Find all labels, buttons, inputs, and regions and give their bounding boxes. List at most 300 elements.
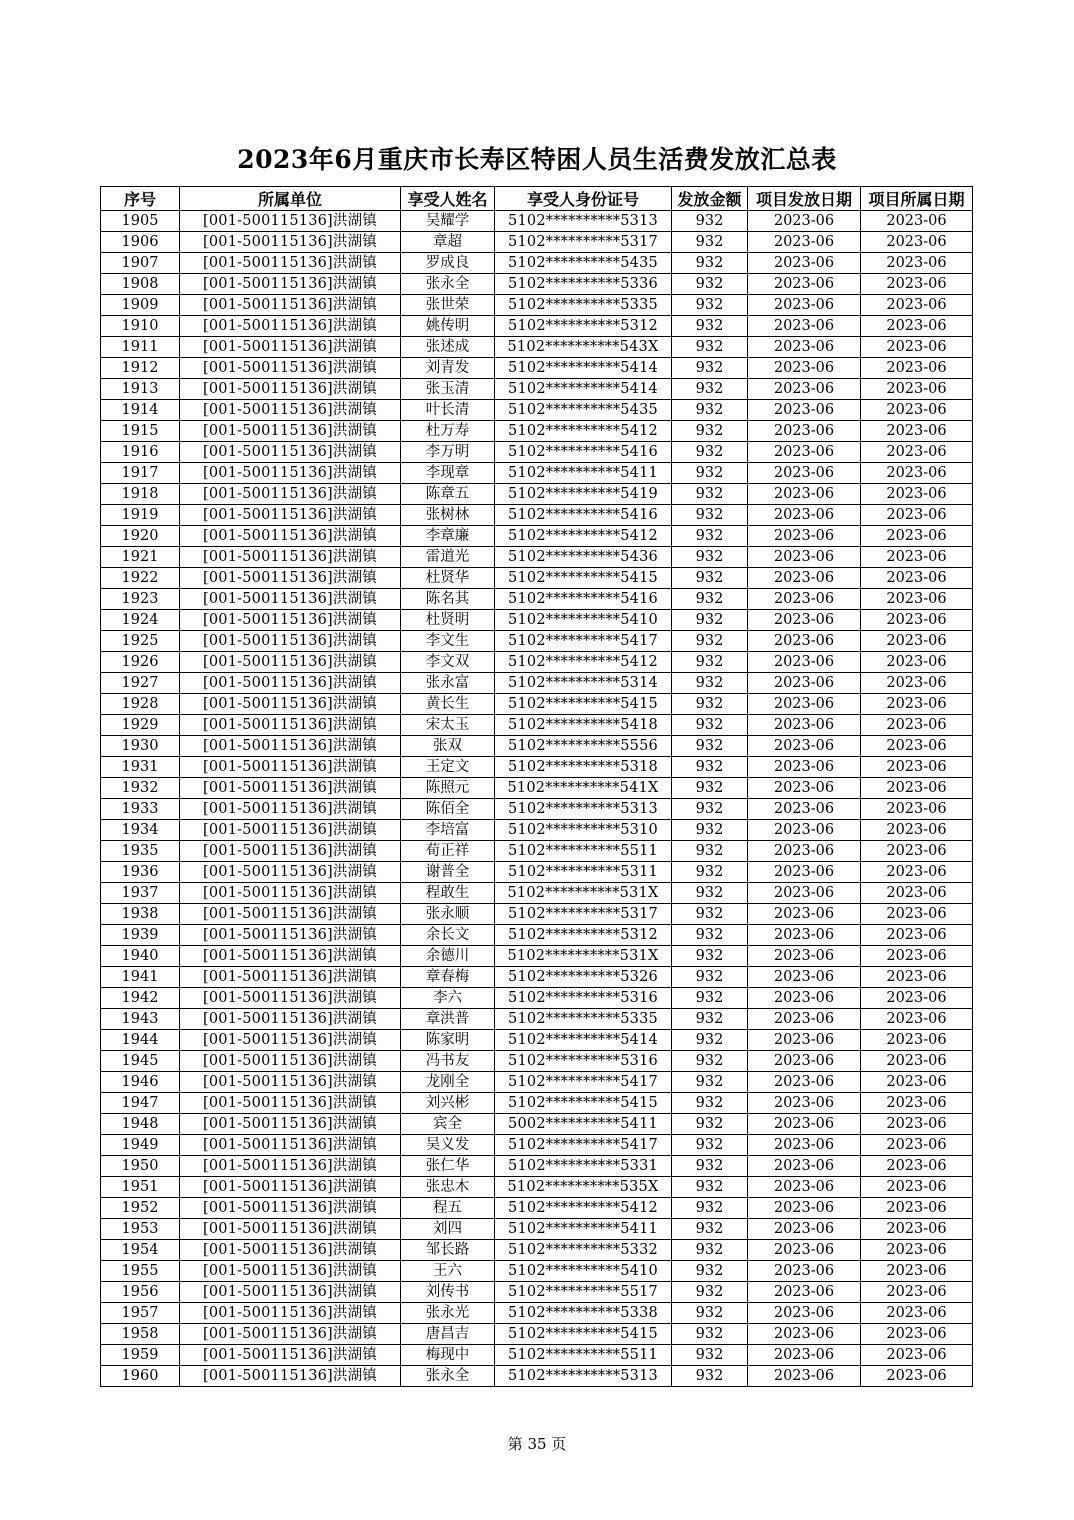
cell-period: 2023-06 xyxy=(861,1282,973,1303)
table-row xyxy=(101,316,973,337)
cell-amount: 932 xyxy=(672,883,748,904)
table-row xyxy=(101,463,973,484)
cell-period: 2023-06 xyxy=(861,799,973,820)
cell-seq: 1941 xyxy=(101,967,180,988)
table-row xyxy=(101,904,973,925)
cell-id-number: 5102**********5418 xyxy=(495,715,672,736)
cell-name: 张树林 xyxy=(401,505,495,526)
cell-period: 2023-06 xyxy=(861,232,973,253)
cell-seq: 1959 xyxy=(101,1345,180,1366)
cell-name: 刘四 xyxy=(401,1219,495,1240)
cell-issue-date: 2023-06 xyxy=(748,967,861,988)
cell-name: 吴耀学 xyxy=(401,211,495,232)
cell-name: 李文双 xyxy=(401,652,495,673)
cell-amount: 932 xyxy=(672,967,748,988)
cell-name: 叶长清 xyxy=(401,400,495,421)
cell-unit: [001-500115136]洪湖镇 xyxy=(180,1282,401,1303)
table-row xyxy=(101,505,973,526)
cell-period: 2023-06 xyxy=(861,1135,973,1156)
cell-id-number: 5102**********543X xyxy=(495,337,672,358)
cell-unit: [001-500115136]洪湖镇 xyxy=(180,988,401,1009)
cell-name: 张忠木 xyxy=(401,1177,495,1198)
table-row xyxy=(101,295,973,316)
cell-unit: [001-500115136]洪湖镇 xyxy=(180,967,401,988)
cell-id-number: 5102**********531X xyxy=(495,946,672,967)
cell-unit: [001-500115136]洪湖镇 xyxy=(180,652,401,673)
cell-id-number: 5102**********5314 xyxy=(495,673,672,694)
cell-unit: [001-500115136]洪湖镇 xyxy=(180,1009,401,1030)
cell-amount: 932 xyxy=(672,316,748,337)
cell-period: 2023-06 xyxy=(861,547,973,568)
cell-period: 2023-06 xyxy=(861,694,973,715)
cell-period: 2023-06 xyxy=(861,736,973,757)
cell-seq: 1930 xyxy=(101,736,180,757)
cell-name: 谢普全 xyxy=(401,862,495,883)
cell-id-number: 5102**********5435 xyxy=(495,400,672,421)
cell-seq: 1918 xyxy=(101,484,180,505)
table-row xyxy=(101,967,973,988)
cell-issue-date: 2023-06 xyxy=(748,841,861,862)
cell-amount: 932 xyxy=(672,337,748,358)
cell-seq: 1908 xyxy=(101,274,180,295)
cell-issue-date: 2023-06 xyxy=(748,652,861,673)
cell-id-number: 5102**********5332 xyxy=(495,1240,672,1261)
cell-issue-date: 2023-06 xyxy=(748,1282,861,1303)
table-row xyxy=(101,1093,973,1114)
cell-issue-date: 2023-06 xyxy=(748,1156,861,1177)
cell-period: 2023-06 xyxy=(861,295,973,316)
column-header-seq: 序号 xyxy=(101,187,180,211)
cell-period: 2023-06 xyxy=(861,946,973,967)
cell-issue-date: 2023-06 xyxy=(748,736,861,757)
cell-seq: 1914 xyxy=(101,400,180,421)
cell-unit: [001-500115136]洪湖镇 xyxy=(180,757,401,778)
cell-issue-date: 2023-06 xyxy=(748,925,861,946)
cell-seq: 1950 xyxy=(101,1156,180,1177)
cell-seq: 1953 xyxy=(101,1219,180,1240)
cell-id-number: 5102**********5414 xyxy=(495,358,672,379)
cell-issue-date: 2023-06 xyxy=(748,253,861,274)
cell-unit: [001-500115136]洪湖镇 xyxy=(180,1303,401,1324)
cell-id-number: 5102**********5338 xyxy=(495,1303,672,1324)
cell-id-number: 5102**********5435 xyxy=(495,253,672,274)
cell-seq: 1917 xyxy=(101,463,180,484)
table-row xyxy=(101,820,973,841)
cell-unit: [001-500115136]洪湖镇 xyxy=(180,484,401,505)
cell-amount: 932 xyxy=(672,715,748,736)
cell-period: 2023-06 xyxy=(861,337,973,358)
cell-issue-date: 2023-06 xyxy=(748,568,861,589)
table-row xyxy=(101,1219,973,1240)
cell-amount: 932 xyxy=(672,1261,748,1282)
cell-amount: 932 xyxy=(672,232,748,253)
cell-id-number: 5102**********5316 xyxy=(495,988,672,1009)
cell-seq: 1913 xyxy=(101,379,180,400)
table-row xyxy=(101,1051,973,1072)
cell-unit: [001-500115136]洪湖镇 xyxy=(180,673,401,694)
cell-unit: [001-500115136]洪湖镇 xyxy=(180,211,401,232)
cell-id-number: 5102**********5414 xyxy=(495,379,672,400)
cell-period: 2023-06 xyxy=(861,484,973,505)
cell-seq: 1934 xyxy=(101,820,180,841)
cell-seq: 1958 xyxy=(101,1324,180,1345)
cell-name: 陈名其 xyxy=(401,589,495,610)
column-header-issue-date: 项目发放日期 xyxy=(748,187,861,211)
cell-amount: 932 xyxy=(672,1240,748,1261)
cell-period: 2023-06 xyxy=(861,631,973,652)
cell-name: 王定文 xyxy=(401,757,495,778)
cell-id-number: 5102**********5417 xyxy=(495,1135,672,1156)
cell-issue-date: 2023-06 xyxy=(748,358,861,379)
cell-name: 张世荣 xyxy=(401,295,495,316)
cell-issue-date: 2023-06 xyxy=(748,1009,861,1030)
cell-period: 2023-06 xyxy=(861,1009,973,1030)
column-header-amount: 发放金额 xyxy=(672,187,748,211)
cell-id-number: 5102**********5411 xyxy=(495,1219,672,1240)
cell-seq: 1919 xyxy=(101,505,180,526)
cell-unit: [001-500115136]洪湖镇 xyxy=(180,400,401,421)
cell-id-number: 5102**********5313 xyxy=(495,211,672,232)
cell-id-number: 5102**********5318 xyxy=(495,757,672,778)
table-row xyxy=(101,988,973,1009)
cell-name: 张永全 xyxy=(401,1366,495,1387)
cell-name: 荀正祥 xyxy=(401,841,495,862)
cell-period: 2023-06 xyxy=(861,1177,973,1198)
cell-name: 宋太玉 xyxy=(401,715,495,736)
cell-period: 2023-06 xyxy=(861,820,973,841)
cell-id-number: 5102**********5412 xyxy=(495,421,672,442)
cell-amount: 932 xyxy=(672,526,748,547)
cell-period: 2023-06 xyxy=(861,862,973,883)
cell-id-number: 5102**********535X xyxy=(495,1177,672,1198)
cell-unit: [001-500115136]洪湖镇 xyxy=(180,799,401,820)
cell-id-number: 5102**********5326 xyxy=(495,967,672,988)
cell-seq: 1949 xyxy=(101,1135,180,1156)
cell-name: 陈照元 xyxy=(401,778,495,799)
table-row xyxy=(101,400,973,421)
table-row xyxy=(101,442,973,463)
cell-unit: [001-500115136]洪湖镇 xyxy=(180,946,401,967)
cell-name: 程五 xyxy=(401,1198,495,1219)
cell-seq: 1905 xyxy=(101,211,180,232)
cell-unit: [001-500115136]洪湖镇 xyxy=(180,715,401,736)
cell-period: 2023-06 xyxy=(861,1303,973,1324)
cell-name: 吴义发 xyxy=(401,1135,495,1156)
cell-issue-date: 2023-06 xyxy=(748,295,861,316)
cell-name: 杜万寿 xyxy=(401,421,495,442)
cell-issue-date: 2023-06 xyxy=(748,799,861,820)
cell-name: 王六 xyxy=(401,1261,495,1282)
cell-issue-date: 2023-06 xyxy=(748,1345,861,1366)
cell-id-number: 5102**********5419 xyxy=(495,484,672,505)
cell-issue-date: 2023-06 xyxy=(748,1324,861,1345)
cell-name: 刘青发 xyxy=(401,358,495,379)
cell-unit: [001-500115136]洪湖镇 xyxy=(180,505,401,526)
column-header-unit: 所属单位 xyxy=(180,187,401,211)
cell-issue-date: 2023-06 xyxy=(748,1177,861,1198)
cell-period: 2023-06 xyxy=(861,1261,973,1282)
cell-id-number: 5102**********5412 xyxy=(495,1198,672,1219)
cell-seq: 1923 xyxy=(101,589,180,610)
table-row xyxy=(101,610,973,631)
cell-unit: [001-500115136]洪湖镇 xyxy=(180,1177,401,1198)
cell-unit: [001-500115136]洪湖镇 xyxy=(180,232,401,253)
cell-period: 2023-06 xyxy=(861,610,973,631)
cell-seq: 1937 xyxy=(101,883,180,904)
cell-name: 李六 xyxy=(401,988,495,1009)
cell-issue-date: 2023-06 xyxy=(748,463,861,484)
table-row xyxy=(101,631,973,652)
cell-unit: [001-500115136]洪湖镇 xyxy=(180,631,401,652)
cell-id-number: 5102**********5414 xyxy=(495,1030,672,1051)
cell-unit: [001-500115136]洪湖镇 xyxy=(180,820,401,841)
cell-amount: 932 xyxy=(672,547,748,568)
cell-unit: [001-500115136]洪湖镇 xyxy=(180,1366,401,1387)
cell-unit: [001-500115136]洪湖镇 xyxy=(180,1240,401,1261)
cell-id-number: 5102**********5310 xyxy=(495,820,672,841)
cell-period: 2023-06 xyxy=(861,1156,973,1177)
cell-issue-date: 2023-06 xyxy=(748,946,861,967)
cell-id-number: 5102**********5336 xyxy=(495,274,672,295)
cell-period: 2023-06 xyxy=(861,442,973,463)
cell-seq: 1943 xyxy=(101,1009,180,1030)
cell-id-number: 5102**********5312 xyxy=(495,925,672,946)
cell-seq: 1942 xyxy=(101,988,180,1009)
cell-amount: 932 xyxy=(672,589,748,610)
cell-amount: 932 xyxy=(672,778,748,799)
cell-seq: 1951 xyxy=(101,1177,180,1198)
cell-unit: [001-500115136]洪湖镇 xyxy=(180,337,401,358)
cell-name: 李文生 xyxy=(401,631,495,652)
cell-id-number: 5102**********5416 xyxy=(495,442,672,463)
cell-period: 2023-06 xyxy=(861,841,973,862)
table-row xyxy=(101,421,973,442)
cell-unit: [001-500115136]洪湖镇 xyxy=(180,421,401,442)
cell-amount: 932 xyxy=(672,1072,748,1093)
cell-issue-date: 2023-06 xyxy=(748,274,861,295)
cell-id-number: 5002**********5411 xyxy=(495,1114,672,1135)
cell-unit: [001-500115136]洪湖镇 xyxy=(180,1135,401,1156)
cell-period: 2023-06 xyxy=(861,652,973,673)
table-row xyxy=(101,379,973,400)
cell-id-number: 5102**********5417 xyxy=(495,631,672,652)
cell-period: 2023-06 xyxy=(861,1324,973,1345)
cell-seq: 1912 xyxy=(101,358,180,379)
cell-name: 张仁华 xyxy=(401,1156,495,1177)
cell-name: 姚传明 xyxy=(401,316,495,337)
cell-issue-date: 2023-06 xyxy=(748,1366,861,1387)
cell-seq: 1940 xyxy=(101,946,180,967)
cell-period: 2023-06 xyxy=(861,1093,973,1114)
cell-seq: 1920 xyxy=(101,526,180,547)
cell-name: 张述成 xyxy=(401,337,495,358)
cell-id-number: 5102**********5436 xyxy=(495,547,672,568)
cell-issue-date: 2023-06 xyxy=(748,211,861,232)
cell-amount: 932 xyxy=(672,568,748,589)
cell-amount: 932 xyxy=(672,1030,748,1051)
cell-issue-date: 2023-06 xyxy=(748,442,861,463)
cell-issue-date: 2023-06 xyxy=(748,547,861,568)
cell-name: 章春梅 xyxy=(401,967,495,988)
cell-period: 2023-06 xyxy=(861,274,973,295)
cell-unit: [001-500115136]洪湖镇 xyxy=(180,862,401,883)
cell-id-number: 5102**********5415 xyxy=(495,694,672,715)
table-row xyxy=(101,1303,973,1324)
cell-seq: 1957 xyxy=(101,1303,180,1324)
cell-period: 2023-06 xyxy=(861,925,973,946)
cell-seq: 1946 xyxy=(101,1072,180,1093)
cell-amount: 932 xyxy=(672,757,748,778)
cell-issue-date: 2023-06 xyxy=(748,337,861,358)
cell-amount: 932 xyxy=(672,610,748,631)
cell-amount: 932 xyxy=(672,988,748,1009)
cell-unit: [001-500115136]洪湖镇 xyxy=(180,1093,401,1114)
table-row xyxy=(101,1156,973,1177)
table-row xyxy=(101,1009,973,1030)
table-row xyxy=(101,568,973,589)
cell-seq: 1915 xyxy=(101,421,180,442)
cell-id-number: 5102**********5410 xyxy=(495,610,672,631)
cell-issue-date: 2023-06 xyxy=(748,757,861,778)
column-header-period: 项目所属日期 xyxy=(861,187,973,211)
cell-id-number: 5102**********5316 xyxy=(495,1051,672,1072)
table-row xyxy=(101,211,973,232)
column-header-id-number: 享受人身份证号 xyxy=(495,187,672,211)
cell-seq: 1945 xyxy=(101,1051,180,1072)
table-row xyxy=(101,253,973,274)
cell-unit: [001-500115136]洪湖镇 xyxy=(180,1030,401,1051)
cell-id-number: 5102**********5415 xyxy=(495,1324,672,1345)
cell-id-number: 5102**********5511 xyxy=(495,1345,672,1366)
table-row xyxy=(101,1198,973,1219)
cell-period: 2023-06 xyxy=(861,1366,973,1387)
cell-name: 章超 xyxy=(401,232,495,253)
cell-seq: 1938 xyxy=(101,904,180,925)
cell-id-number: 5102**********541X xyxy=(495,778,672,799)
cell-unit: [001-500115136]洪湖镇 xyxy=(180,1072,401,1093)
cell-period: 2023-06 xyxy=(861,757,973,778)
cell-period: 2023-06 xyxy=(861,1345,973,1366)
cell-unit: [001-500115136]洪湖镇 xyxy=(180,526,401,547)
cell-period: 2023-06 xyxy=(861,358,973,379)
cell-issue-date: 2023-06 xyxy=(748,862,861,883)
cell-unit: [001-500115136]洪湖镇 xyxy=(180,463,401,484)
cell-name: 唐昌吉 xyxy=(401,1324,495,1345)
cell-seq: 1944 xyxy=(101,1030,180,1051)
cell-issue-date: 2023-06 xyxy=(748,232,861,253)
table-row xyxy=(101,1072,973,1093)
cell-seq: 1931 xyxy=(101,757,180,778)
cell-name: 杜贤明 xyxy=(401,610,495,631)
table-row xyxy=(101,589,973,610)
cell-name: 雷道光 xyxy=(401,547,495,568)
cell-id-number: 5102**********5412 xyxy=(495,526,672,547)
table-row xyxy=(101,1135,973,1156)
cell-id-number: 5102**********5311 xyxy=(495,862,672,883)
cell-period: 2023-06 xyxy=(861,1114,973,1135)
cell-period: 2023-06 xyxy=(861,589,973,610)
table-row xyxy=(101,757,973,778)
cell-name: 陈家明 xyxy=(401,1030,495,1051)
cell-name: 余德川 xyxy=(401,946,495,967)
cell-issue-date: 2023-06 xyxy=(748,1240,861,1261)
cell-issue-date: 2023-06 xyxy=(748,379,861,400)
cell-issue-date: 2023-06 xyxy=(748,1303,861,1324)
cell-unit: [001-500115136]洪湖镇 xyxy=(180,589,401,610)
page-title: 2023年6月重庆市长寿区特困人员生活费发放汇总表 xyxy=(237,145,837,174)
table-row xyxy=(101,736,973,757)
table-row xyxy=(101,946,973,967)
cell-issue-date: 2023-06 xyxy=(748,484,861,505)
table-row xyxy=(101,883,973,904)
cell-unit: [001-500115136]洪湖镇 xyxy=(180,1198,401,1219)
cell-amount: 932 xyxy=(672,1282,748,1303)
cell-id-number: 5102**********5331 xyxy=(495,1156,672,1177)
cell-unit: [001-500115136]洪湖镇 xyxy=(180,253,401,274)
cell-name: 刘传书 xyxy=(401,1282,495,1303)
cell-issue-date: 2023-06 xyxy=(748,883,861,904)
cell-issue-date: 2023-06 xyxy=(748,673,861,694)
cell-unit: [001-500115136]洪湖镇 xyxy=(180,1261,401,1282)
cell-seq: 1933 xyxy=(101,799,180,820)
cell-issue-date: 2023-06 xyxy=(748,526,861,547)
table-row xyxy=(101,652,973,673)
cell-issue-date: 2023-06 xyxy=(748,694,861,715)
table-row xyxy=(101,673,973,694)
cell-issue-date: 2023-06 xyxy=(748,988,861,1009)
cell-unit: [001-500115136]洪湖镇 xyxy=(180,1324,401,1345)
cell-seq: 1924 xyxy=(101,610,180,631)
cell-unit: [001-500115136]洪湖镇 xyxy=(180,547,401,568)
cell-amount: 932 xyxy=(672,295,748,316)
cell-name: 邹长路 xyxy=(401,1240,495,1261)
cell-name: 梅现中 xyxy=(401,1345,495,1366)
cell-name: 张永顺 xyxy=(401,904,495,925)
table-row xyxy=(101,337,973,358)
cell-issue-date: 2023-06 xyxy=(748,1198,861,1219)
cell-seq: 1907 xyxy=(101,253,180,274)
cell-amount: 932 xyxy=(672,1345,748,1366)
cell-period: 2023-06 xyxy=(861,421,973,442)
cell-period: 2023-06 xyxy=(861,967,973,988)
cell-name: 杜贤华 xyxy=(401,568,495,589)
table-row xyxy=(101,1114,973,1135)
cell-amount: 932 xyxy=(672,1135,748,1156)
cell-name: 刘兴彬 xyxy=(401,1093,495,1114)
cell-issue-date: 2023-06 xyxy=(748,1051,861,1072)
cell-id-number: 5102**********531X xyxy=(495,883,672,904)
cell-unit: [001-500115136]洪湖镇 xyxy=(180,379,401,400)
cell-seq: 1929 xyxy=(101,715,180,736)
cell-id-number: 5102**********5410 xyxy=(495,1261,672,1282)
cell-issue-date: 2023-06 xyxy=(748,715,861,736)
cell-seq: 1935 xyxy=(101,841,180,862)
table-row xyxy=(101,232,973,253)
cell-id-number: 5102**********5415 xyxy=(495,568,672,589)
cell-unit: [001-500115136]洪湖镇 xyxy=(180,778,401,799)
cell-seq: 1910 xyxy=(101,316,180,337)
cell-name: 张永全 xyxy=(401,274,495,295)
cell-name: 李万明 xyxy=(401,442,495,463)
cell-seq: 1927 xyxy=(101,673,180,694)
cell-unit: [001-500115136]洪湖镇 xyxy=(180,883,401,904)
cell-issue-date: 2023-06 xyxy=(748,1030,861,1051)
cell-period: 2023-06 xyxy=(861,211,973,232)
cell-amount: 932 xyxy=(672,946,748,967)
cell-period: 2023-06 xyxy=(861,1219,973,1240)
table-row xyxy=(101,526,973,547)
cell-issue-date: 2023-06 xyxy=(748,589,861,610)
